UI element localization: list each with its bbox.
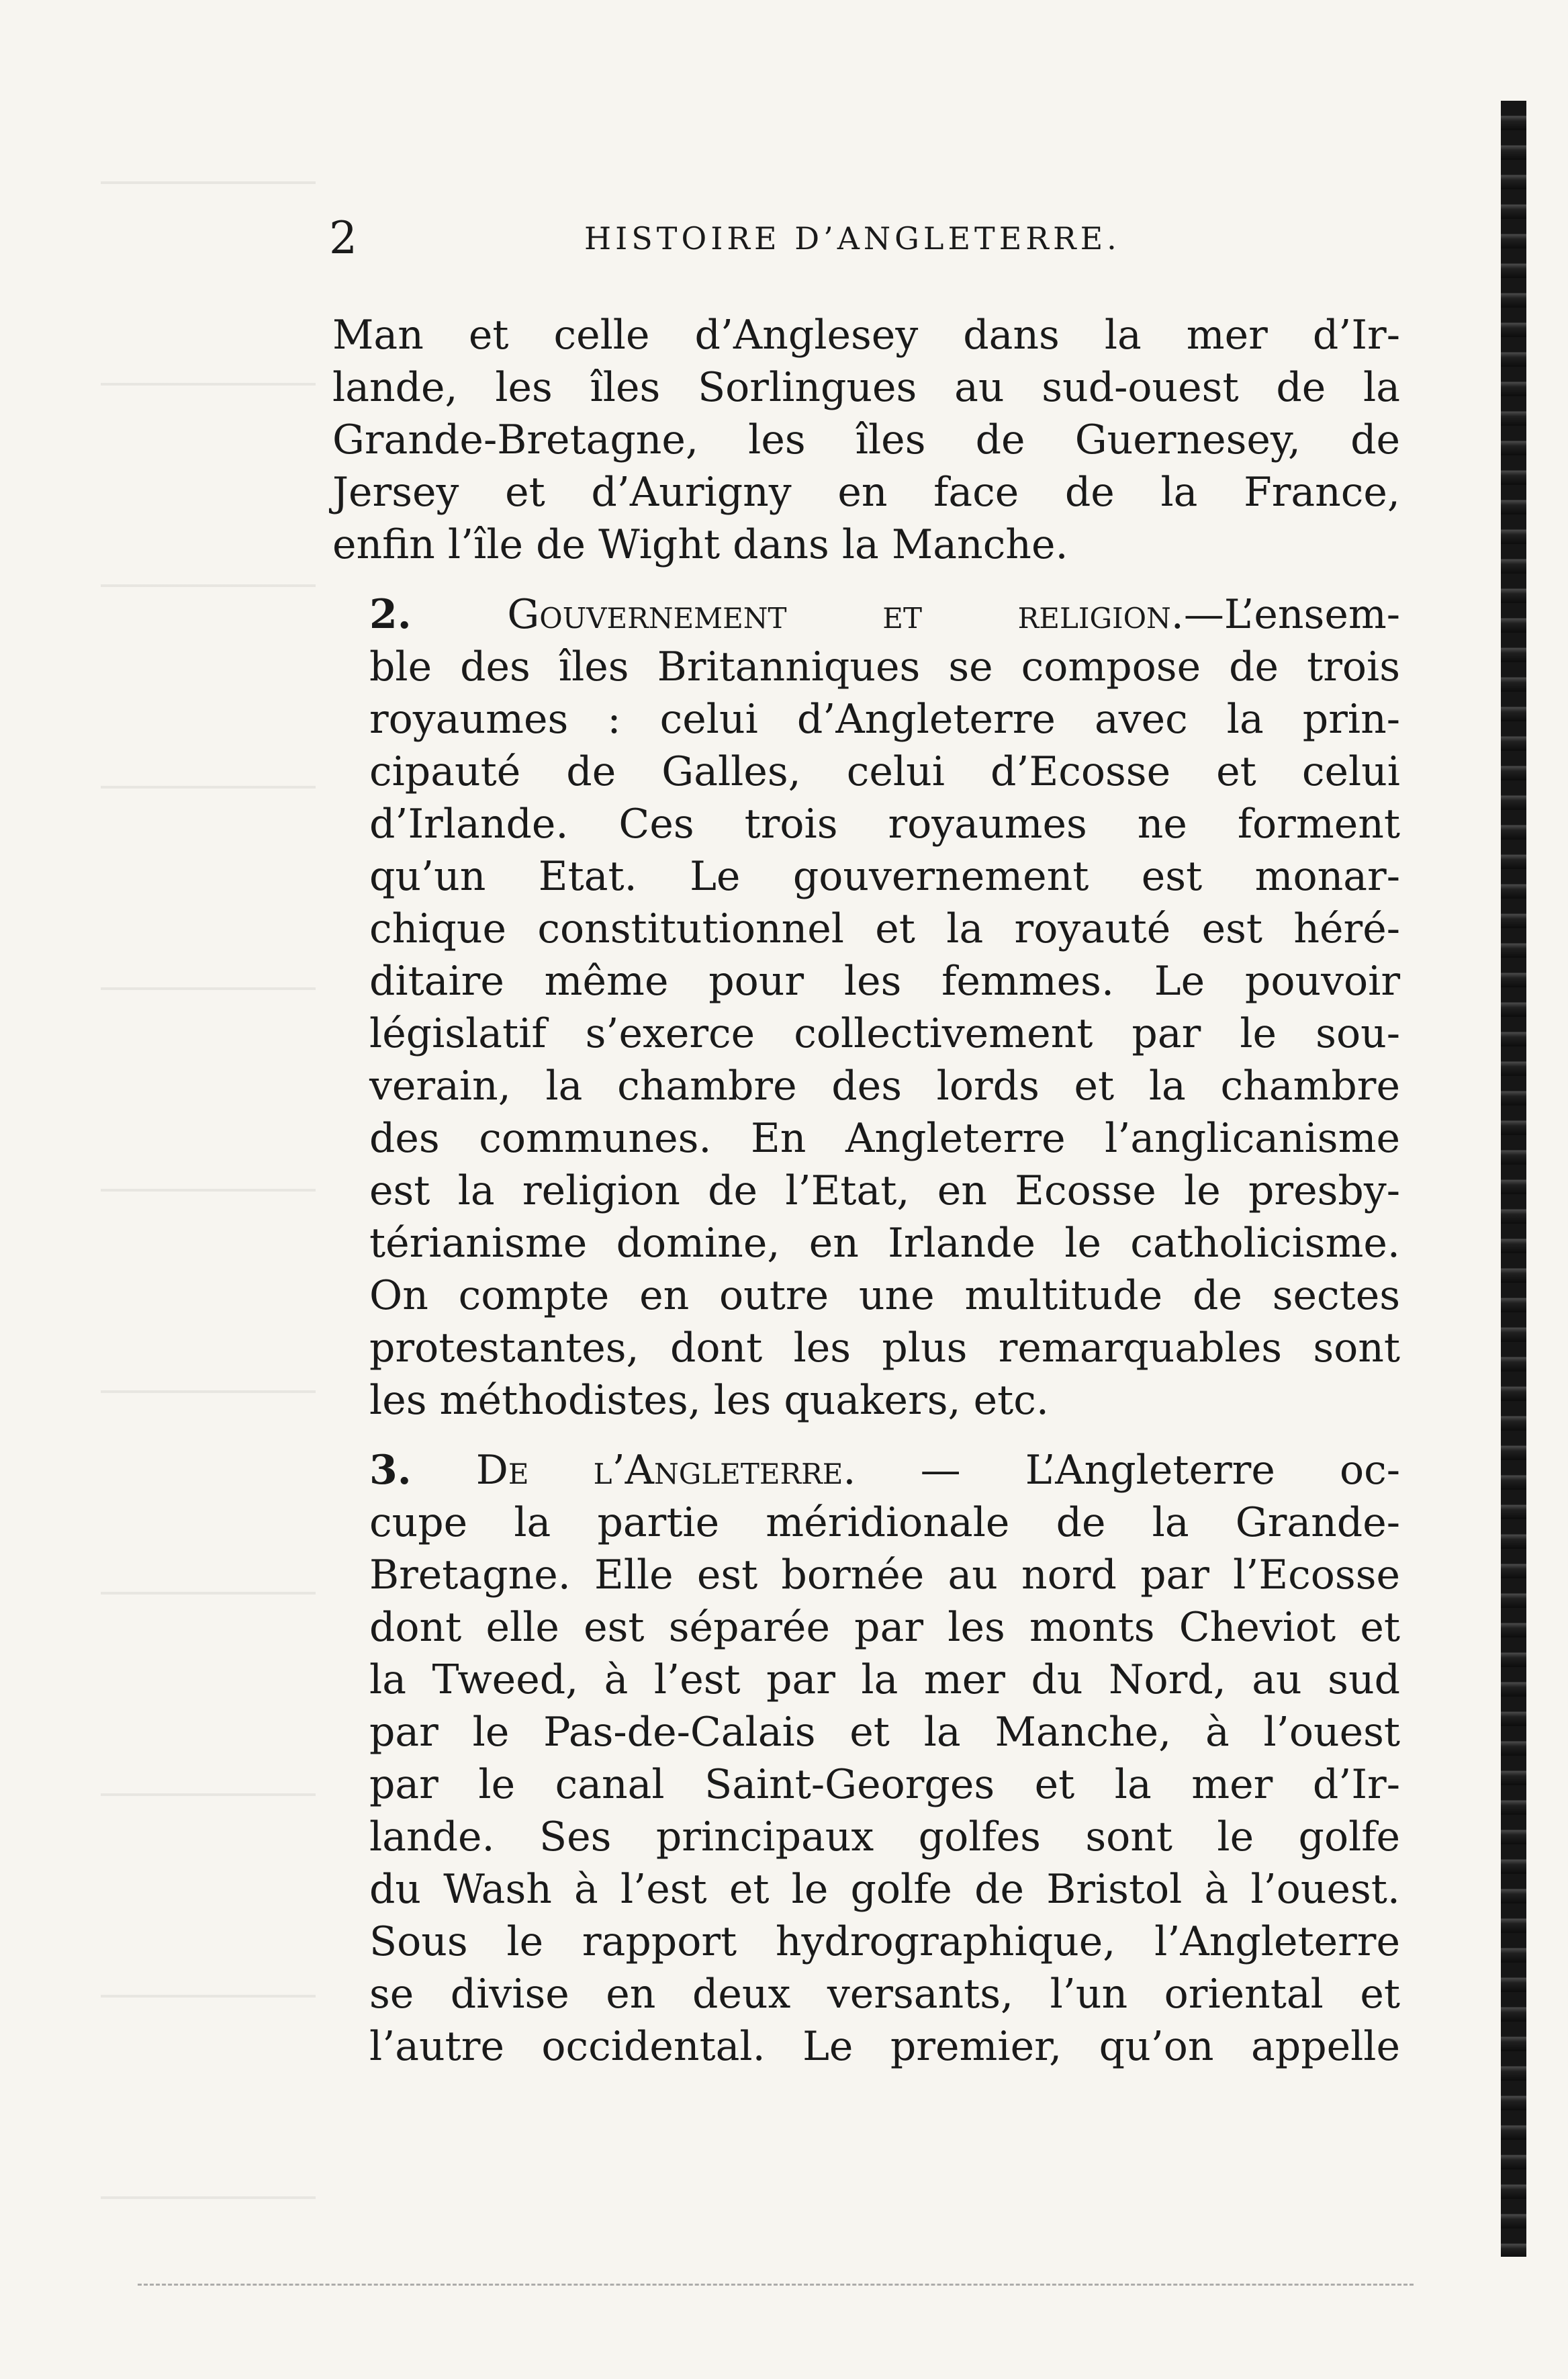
- text-line: qu’un Etat. Le gouvernement est monar-: [369, 853, 1400, 900]
- text-line: Bretagne. Elle est bornée au nord par l’Ecosse: [369, 1552, 1400, 1599]
- text-line: par le canal Saint-Georges et la mer d’Ir-: [369, 1761, 1400, 1808]
- section-heading: De l’Angleterre.: [475, 1447, 856, 1494]
- section-number: 2.: [369, 591, 412, 638]
- text-line: ble des îles Britanniques se compose de trois: [369, 643, 1400, 690]
- text-line: du Wash à l’est et le golfe de Bristol à l’ouest.: [369, 1866, 1400, 1913]
- text-line: royaumes : celui d’Angleterre avec la prin-: [369, 696, 1400, 743]
- text-line: des communes. En Angleterre l’anglicanisme: [369, 1115, 1400, 1162]
- book-binding-edge: [1501, 101, 1526, 2257]
- running-head: HISTOIRE D’ANGLETERRE.: [584, 220, 1121, 257]
- text-line: protestantes, dont les plus remarquables sont: [369, 1325, 1400, 1372]
- text-line: se divise en deux versants, l’un oriental et: [369, 1971, 1400, 2018]
- text-line: dont elle est séparée par les monts Cheviot et: [369, 1604, 1400, 1651]
- page-number: 2: [329, 212, 357, 264]
- text-line: enfin l’île de Wight dans la Manche.: [332, 521, 1068, 568]
- text-line: d’Irlande. Ces trois royaumes ne forment: [369, 801, 1400, 848]
- text-line: Jersey et d’Aurigny en face de la France,: [332, 469, 1400, 516]
- paragraph-3: [332, 1444, 1400, 2073]
- section-heading: Gouvernement et religion.: [507, 591, 1184, 638]
- section-heading-line: [332, 1444, 1400, 1496]
- text-line: Man et celle d’Anglesey dans la mer d’Ir-: [332, 312, 1400, 359]
- scan-margin-noise: [101, 87, 316, 2324]
- text-line: lande, les îles Sorlingues au sud-ouest de la: [332, 364, 1400, 411]
- text-line: On compte en outre une multitude de sectes: [369, 1272, 1400, 1319]
- text-line: les méthodistes, les quakers, etc.: [369, 1377, 1049, 1424]
- paragraph-1: [332, 309, 1400, 571]
- text-line: l’autre occidental. Le premier, qu’on appelle: [369, 2023, 1400, 2070]
- text-line: —L’ensem-: [1183, 591, 1400, 638]
- page-header: [329, 208, 1471, 269]
- text-line: chique constitutionnel et la royauté est héré-: [369, 905, 1400, 952]
- section-number: 3.: [369, 1447, 412, 1494]
- text-line: térianisme domine, en Irlande le catholicisme.: [369, 1220, 1400, 1267]
- text-line: par le Pas-de-Calais et la Manche, à l’ouest: [369, 1709, 1400, 1756]
- text-line: la Tweed, à l’est par la mer du Nord, au sud: [369, 1656, 1400, 1703]
- text-line: lande. Ses principaux golfes sont le golfe: [369, 1813, 1400, 1860]
- text-line: ditaire même pour les femmes. Le pouvoir: [369, 958, 1400, 1005]
- text-line: cipauté de Galles, celui d’Ecosse et celui: [369, 748, 1400, 795]
- text-line: — L’Angleterre oc-: [920, 1447, 1400, 1494]
- section-heading-line: [332, 588, 1400, 641]
- text-line: verain, la chambre des lords et la chambre: [369, 1063, 1400, 1110]
- text-line: législatif s’exerce collectivement par le sou-: [369, 1010, 1400, 1057]
- text-line: cupe la partie méridionale de la Grande-: [369, 1499, 1400, 1546]
- text-line: Sous le rapport hydrographique, l’Angleterre: [369, 1918, 1400, 1965]
- text-line: Grande-Bretagne, les îles de Guernesey, de: [332, 416, 1400, 463]
- paragraph-2: [332, 588, 1400, 1427]
- text-line: est la religion de l’Etat, en Ecosse le presby-: [369, 1167, 1400, 1214]
- body-text: [332, 309, 1400, 2073]
- bottom-dashed-rule: [138, 2284, 1414, 2288]
